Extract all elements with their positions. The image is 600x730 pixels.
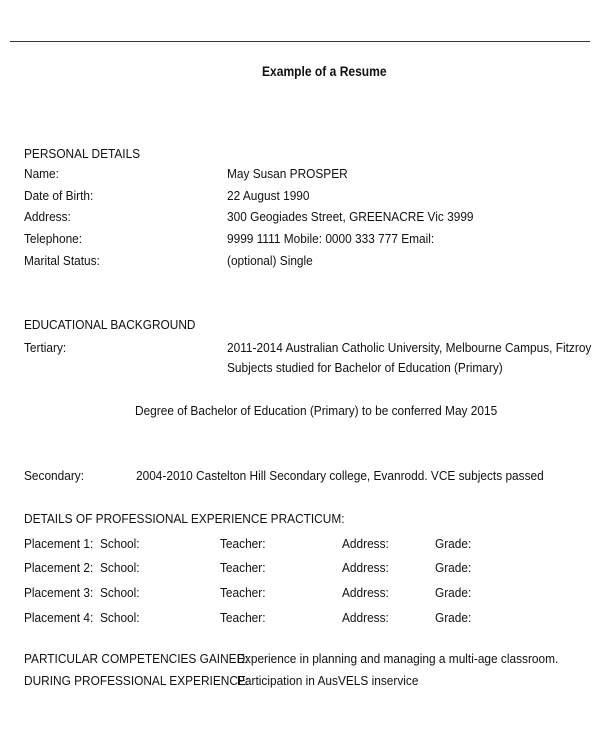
document-title: Example of a Resume [262,64,387,79]
personal-details-heading: PERSONAL DETAILS [24,146,141,161]
competencies-label-1: PARTICULAR COMPETENCIES GAINED: [24,651,249,666]
secondary-label: Secondary: [24,468,85,483]
teacher-label: Teacher: [220,610,266,625]
address-field-label: Address: [342,585,389,600]
name-label: Name: [24,166,59,181]
practicum-heading: DETAILS OF PROFESSIONAL EXPERIENCE PRACTICUM: [24,511,345,526]
grade-label: Grade: [435,560,472,575]
competency-item-1: Experience in planning and managing a multi-age classroom. [237,651,559,666]
placement-label: Placement 3: [24,585,94,600]
telephone-label: Telephone: [24,231,83,246]
degree-line: Degree of Bachelor of Education (Primary) to be conferred May 2015 [135,403,498,418]
address-field-label: Address: [342,560,389,575]
placement-label: Placement 2: [24,560,94,575]
secondary-value: 2004-2010 Castelton Hill Secondary college, Evanrodd. VCE subjects passed [136,468,544,483]
competency-item-2: Participation in AusVELS inservice [237,673,419,688]
school-label: School: [100,560,140,575]
address-field-label: Address: [342,536,389,551]
telephone-value: 9999 1111 Mobile: 0000 333 777 Email: [227,231,435,246]
tertiary-label: Tertiary: [24,340,67,355]
grade-label: Grade: [435,536,472,551]
tertiary-line-2: Subjects studied for Bachelor of Education (Primary) [227,360,503,375]
marital-status-value: (optional) Single [227,253,313,268]
address-value: 300 Geogiades Street, GREENACRE Vic 3999 [227,209,474,224]
address-label: Address: [24,209,71,224]
grade-label: Grade: [435,610,472,625]
name-value: May Susan PROSPER [227,166,348,181]
dob-value: 22 August 1990 [227,188,310,203]
teacher-label: Teacher: [220,585,266,600]
school-label: School: [100,585,140,600]
school-label: School: [100,610,140,625]
tertiary-line-1: 2011-2014 Australian Catholic University, Melbourne Campus, Fitzroy [227,340,592,355]
school-label: School: [100,536,140,551]
placement-label: Placement 4: [24,610,94,625]
education-heading: EDUCATIONAL BACKGROUND [24,317,196,332]
competencies-label-2: DURING PROFESSIONAL EXPERIENCE: [24,673,250,688]
dob-label: Date of Birth: [24,188,94,203]
address-field-label: Address: [342,610,389,625]
teacher-label: Teacher: [220,536,266,551]
placement-label: Placement 1: [24,536,94,551]
teacher-label: Teacher: [220,560,266,575]
top-divider [10,41,590,42]
grade-label: Grade: [435,585,472,600]
marital-status-label: Marital Status: [24,253,100,268]
